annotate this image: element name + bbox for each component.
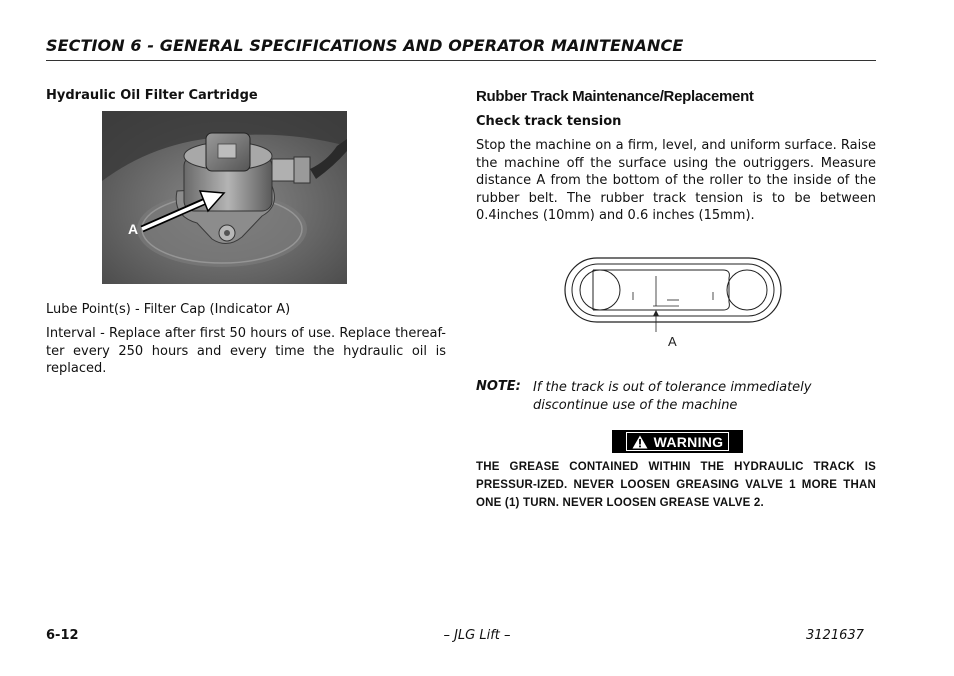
header-rule bbox=[46, 60, 876, 61]
page-number: 6-12 bbox=[46, 628, 79, 643]
interval-paragraph: Interval - Replace after first 50 hours of use. Replace thereaf-ter every 250 hours and every time the hydraulic oil is replaced. bbox=[46, 326, 446, 376]
photo-label: A bbox=[128, 221, 139, 237]
footer-center: – JLG Lift – bbox=[443, 628, 511, 643]
filter-heading: Hydraulic Oil Filter Cartridge bbox=[46, 88, 258, 103]
warning-text: THE GREASE CONTAINED WITHIN THE HYDRAULIC TRACK IS PRESSUR-IZED. NEVER LOOSEN GREASING VALVE 1 MORE THAN ONE (1) TURN. NEVER LOOSEN GREASE VALVE 2. bbox=[476, 461, 876, 509]
photo-caption: Lube Point(s) - Filter Cap (Indicator A) bbox=[46, 302, 291, 317]
note-text: If the track is out of tolerance immediately discontinue use of the machine bbox=[533, 380, 812, 413]
filter-photo bbox=[102, 111, 347, 284]
note-label: NOTE: bbox=[476, 379, 521, 394]
warning-triangle-icon bbox=[632, 435, 648, 449]
track-subheading: Check track tension bbox=[476, 114, 622, 129]
track-diagram bbox=[563, 256, 783, 352]
section-title: SECTION 6 - GENERAL SPECIFICATIONS AND OPERATOR MAINTENANCE bbox=[46, 36, 684, 55]
diagram-label: A bbox=[668, 334, 677, 349]
warning-badge bbox=[612, 430, 743, 453]
track-heading: Rubber Track Maintenance/Replacement bbox=[476, 88, 754, 105]
warning-badge-text: WARNING bbox=[653, 433, 724, 450]
track-paragraph: Stop the machine on a firm, level, and uniform surface. Raise the machine off the surface using the outriggers. Measure distance A from the bottom of the roller to the inside of the rubber belt. The rubber track tension is to be between 0.4inches (10mm) and 0.6 inches (15mm). bbox=[476, 138, 876, 223]
doc-number: 3121637 bbox=[806, 628, 864, 643]
